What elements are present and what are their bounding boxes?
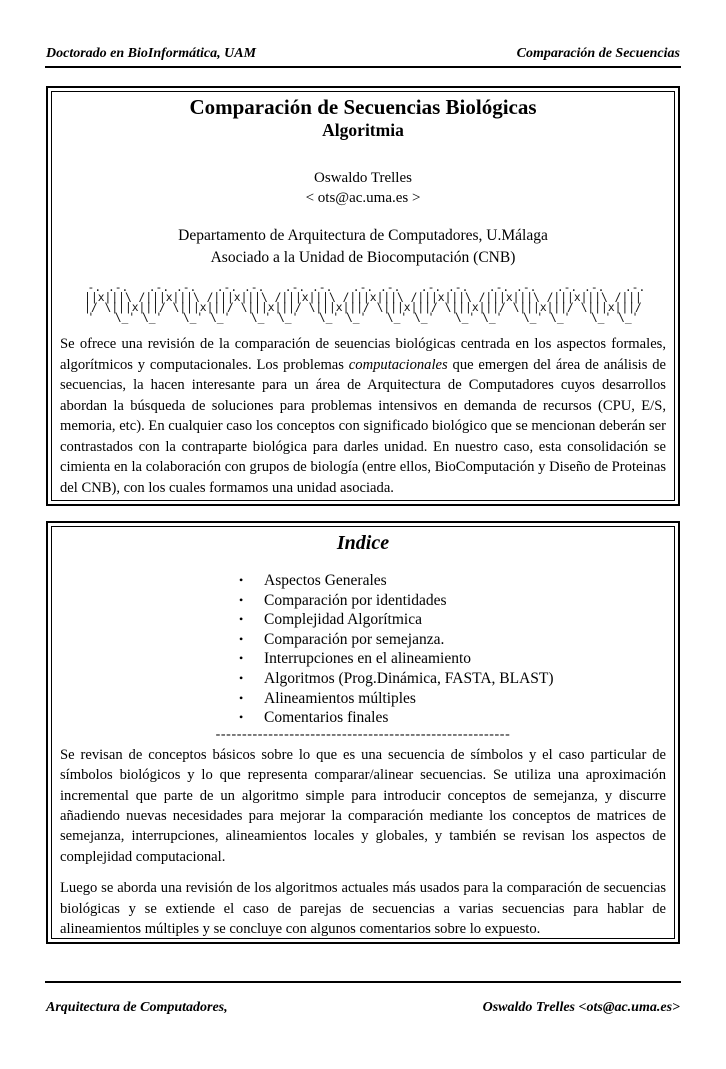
abstract-text-end: que emergen del área de análisis de secuencias, la hacen interesante para un área de Arquitectura de Computadores cuyos desarrollos abordan la búsqueda de soluciones para problemas intensivos en demanda de recursos (CPU, E/S, memoria, etc). En cualquier caso los conceptos con significado biológico que se mencionan deberán ser contrastados con la contraparte biológica para darles unidad. En nuestro caso, esta consolidación se cimienta en la colaboración con grupos de biología (entre ellos, BioComputación y Diseño de Proteinas del CNB), con los cuales formamos una unidad asociada. xyxy=(60,356,666,496)
document-title: Comparación de Secuencias Biológicas xyxy=(189,95,537,119)
bullet-icon: • xyxy=(239,710,244,725)
footer-left-text: Arquitectura de Computadores, xyxy=(46,1000,228,1015)
footer-right-text: Oswaldo Trelles <ots@ac.uma.es> xyxy=(482,1000,680,1015)
list-item xyxy=(239,669,666,689)
list-item xyxy=(239,610,666,630)
list-item xyxy=(239,571,666,591)
ascii-art-line: ||x|||\ /|||x|||\ /|||x|||\ /|||x|||\ /|||x|||\ /|||x|||\ /|||x|||\ /|||x|||\ /||| xyxy=(84,291,642,304)
bullet-icon: • xyxy=(239,690,244,705)
list-item xyxy=(239,630,666,650)
summary-paragraph-1: Se revisan de conceptos básicos sobre lo que es una secuencia de símbolos y el caso particular de símbolos biológicos y lo que representa comparar/alinear secuencias. Se utiliza una aproximación incremental que parte de un algoritmo simple para introducir conceptos de semejanza, y discurre añadiendo nuevas necesidades para mejorar la comparación mediante los conceptos de matrices de semejanza, interrupciones, alineamientos locales y globales, y también se revisan los aspectos de complejidad computacional. xyxy=(60,746,666,865)
list-item-label: Comparación por identidades xyxy=(264,591,447,609)
header-rule xyxy=(45,66,681,68)
document-subtitle: Algoritmia xyxy=(322,120,404,140)
list-item-label: Aspectos Generales xyxy=(264,572,387,589)
list-item xyxy=(239,591,666,611)
affiliation-block xyxy=(60,225,666,268)
list-item xyxy=(239,649,666,669)
bullet-icon: • xyxy=(239,631,244,646)
list-item-label: Comentarios finales xyxy=(264,709,389,727)
list-item xyxy=(239,708,666,728)
list-item-label: Alineamientos múltiples xyxy=(264,689,416,707)
title-box xyxy=(46,86,680,506)
bullet-icon: • xyxy=(239,573,244,587)
list-item-label: Complejidad Algorítmica xyxy=(264,611,422,629)
affiliation-line1: Departamento de Arquitectura de Computadores, U.Málaga xyxy=(178,227,548,244)
list-item-label: Interrupciones en el alineamiento xyxy=(264,650,472,668)
index-title: Indice xyxy=(336,532,390,554)
bullet-icon: • xyxy=(239,592,244,607)
list-item-label: Comparación por semejanza. xyxy=(264,630,445,648)
page-footer xyxy=(46,1000,680,1016)
bullet-icon: • xyxy=(239,670,244,685)
header-right-text: Comparación de Secuencias xyxy=(516,46,680,61)
footer-rule xyxy=(45,981,681,983)
index-list xyxy=(239,571,666,728)
title-box-inner xyxy=(51,91,675,501)
author-block xyxy=(60,168,666,208)
bullet-icon: • xyxy=(239,651,244,666)
index-box xyxy=(46,521,680,944)
author-name: Oswaldo Trelles xyxy=(314,170,412,186)
affiliation-line2: Asociado a la Unidad de Biocomputación (CNB) xyxy=(210,248,516,266)
author-email: < ots@ac.uma.es > xyxy=(305,190,421,206)
bullet-icon: • xyxy=(239,612,244,627)
dna-helix-ascii-art xyxy=(60,283,666,323)
dashed-divider: -------------------------------------------------------- xyxy=(215,726,511,742)
ascii-art-line: -. .-. .-. .-. .-. .-. .-. .-. .-. .-. .-. .-. .-. .-. .-. .-. .-. xyxy=(80,281,646,294)
index-box-inner xyxy=(51,526,675,939)
list-item-label: Algoritmos (Prog.Dinámica, FASTA, BLAST) xyxy=(264,669,554,687)
list-item xyxy=(239,689,666,709)
abstract-italic-word: computacionales xyxy=(348,356,448,373)
summary-paragraph-2: Luego se aborda una revisión de los algoritmos actuales más usados para la comparación de secuencias biológicas y se extiende el caso de parejas de secuencias a varias secuencias para hablar de alineamientos múltiples y se concluye con algunos comentarios sobre lo expuesto. xyxy=(60,880,666,937)
page-header xyxy=(46,46,680,62)
ascii-art-line: |/ \|||x|||/ \|||x|||/ \|||x|||/ \|||x|||/ \|||x|||/ \|||x|||/ \|||x|||/ \|||x|||/ xyxy=(84,301,642,314)
abstract-paragraph xyxy=(60,334,666,498)
header-left-text: Doctorado en BioInformática, UAM xyxy=(46,46,257,61)
abstract-text-start: Se ofrece una revisión de la comparación de seuencias biológicas centrada en los aspectos formales, algorítmicos y computacionales. Los problemas xyxy=(60,336,666,373)
ascii-art-line: ' \_' \_' \_' \_' \_' \_' \_' \_' \_' \_' \_' \_' \_' \_' \_' \_' xyxy=(87,311,639,324)
